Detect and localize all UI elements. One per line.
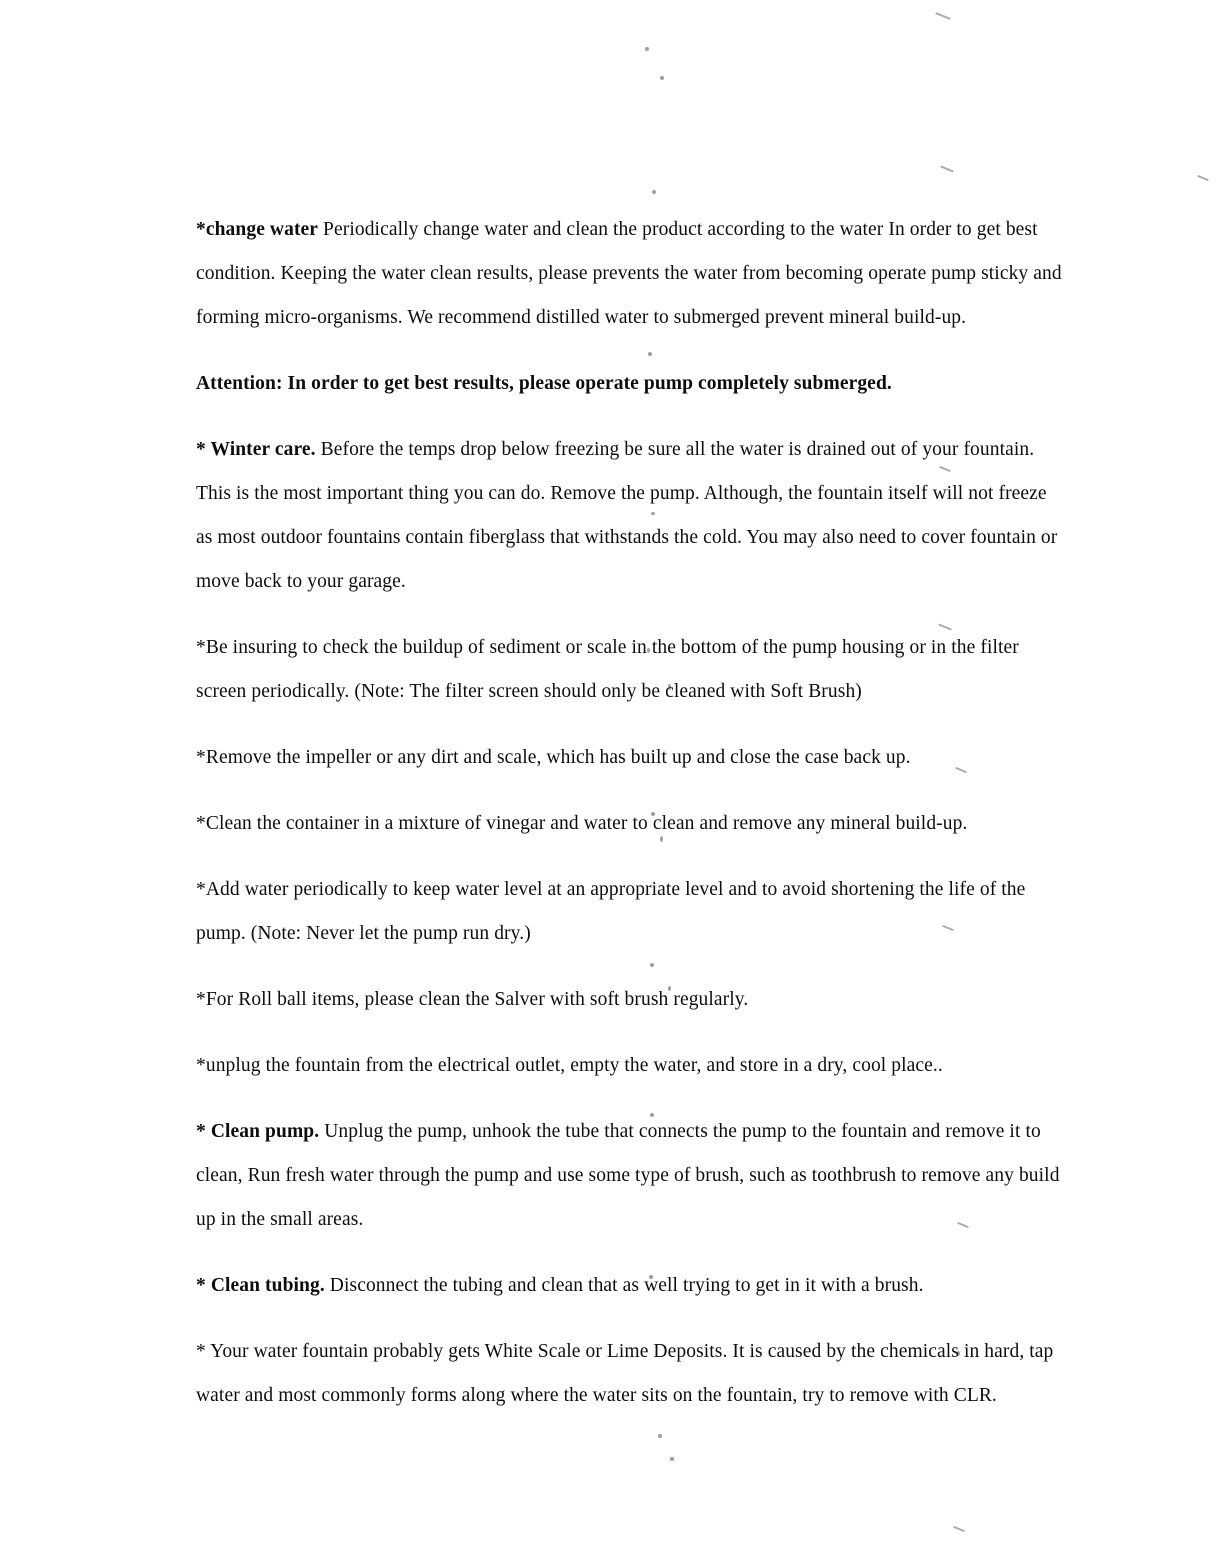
paragraph-text: *unplug the fountain from the electrical outlet, empty the water, and store in a dry, cool place..: [196, 1055, 943, 1076]
paragraph-text: Unplug the pump, unhook the tube that connects the pump to the fountain and remove it to clean, Run fresh water through the pump and use some type of brush, such as toothbrush to remove any build up in the small areas.: [196, 1121, 1060, 1230]
scan-speck: [658, 1434, 662, 1438]
paragraph-text: Periodically change water and clean the product according to the water In order to get best condition. Keeping the water clean results, please prevents the water from becoming operate pump sticky and forming micro-organisms. We recommend distilled water to submerged prevent mineral build-up.: [196, 219, 1062, 328]
scan-speck: [652, 190, 656, 194]
scan-speck: [670, 1457, 674, 1461]
scan-speck: [1197, 175, 1209, 181]
paragraph-add-water: [196, 868, 1066, 956]
paragraph-text: Disconnect the tubing and clean that as well trying to get in it with a brush.: [324, 1275, 924, 1296]
paragraph-lead: Attention: In order to get best results, please operate pump completely submerged.: [196, 373, 892, 394]
scan-speck: [953, 1526, 965, 1532]
scan-speck: [645, 47, 649, 51]
paragraph-lead: * Clean tubing.: [196, 1275, 325, 1296]
scan-speck: [940, 165, 954, 172]
paragraph-change-water: [196, 208, 1066, 340]
paragraph-text: Before the temps drop below freezing be sure all the water is drained out of your fountain. This is the most important thing you can do. Remove the pump. Although, the fountain itself will not freeze as most outdoor fountains contain fiberglass that withstands the cold. You may also need to cover fountain or move back to your garage.: [196, 439, 1058, 592]
paragraph-text: *Add water periodically to keep water level at an appropriate level and to avoid shortening the life of the pump. (Note: Never let the pump run dry.): [196, 879, 1026, 944]
paragraph-text: *For Roll ball items, please clean the Salver with soft brush regularly.: [196, 989, 749, 1010]
paragraph-roll-ball: [196, 978, 1066, 1022]
paragraph-clean-pump: [196, 1110, 1066, 1242]
scan-speck: [660, 76, 664, 80]
paragraph-text: *Be insuring to check the buildup of sediment or scale in the bottom of the pump housing or in the filter screen periodically. (Note: The filter screen should only be cleaned with Soft Brush): [196, 637, 1019, 702]
paragraph-text: *Remove the impeller or any dirt and scale, which has built up and close the case back up.: [196, 747, 911, 768]
paragraph-lead: * Clean pump.: [196, 1121, 320, 1142]
paragraph-white-scale: [196, 1330, 1066, 1418]
paragraph-lead: *change water: [196, 219, 319, 240]
paragraph-unplug-store: [196, 1044, 1066, 1088]
paragraph-attention: [196, 362, 1066, 406]
paragraph-vinegar-clean: [196, 802, 1066, 846]
paragraph-impeller: [196, 736, 1066, 780]
document-body: [196, 208, 1066, 1418]
paragraph-lead: * Winter care.: [196, 439, 316, 460]
paragraph-sediment-check: [196, 626, 1066, 714]
scan-speck: [935, 12, 951, 20]
paragraph-text: *Clean the container in a mixture of vinegar and water to clean and remove any mineral build-up.: [196, 813, 968, 834]
paragraph-text: * Your water fountain probably gets White Scale or Lime Deposits. It is caused by the chemicals in hard, tap water and most commonly forms along where the water sits on the fountain, try to remove with CLR.: [196, 1341, 1054, 1406]
paragraph-winter-care: [196, 428, 1066, 604]
paragraph-clean-tubing: [196, 1264, 1066, 1308]
